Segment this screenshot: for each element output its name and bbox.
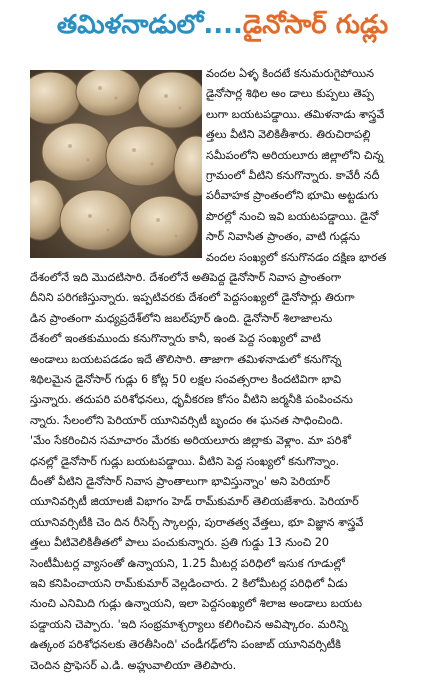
article-line: డైనోసార్ల శిథిల అం డాలు కుప్పలు తెప్ప [206, 87, 374, 101]
article-line: సార్ నివాసిత ప్రాంతం, వాటి గుడ్లను [206, 230, 360, 244]
article-line: యూనివర్సిటీకి చెం దిన రీసెర్చ్ స్కాలర్లు, పురాతత్వ వేత్తలు, భూ విజ్ఞాన శాస్త్రవే [30, 515, 364, 529]
article-line: 'మేం సేకరించిన సమాచారం మేరకు అరియలూరు జిల్లాకు వెళ్లాం. మా పరిశో [30, 434, 352, 448]
article-line: త్తలు వీటివెలికితీతలో పాలు పంచుకున్నారు. ప్రతి గుడ్డు 13 నుంచి 20 [30, 536, 330, 550]
article-line: దీంతో వీటిని డైనోసార్ నివాస ప్రాంతాలుగా భావిస్తున్నాం' అని పెరియార్ [30, 475, 331, 488]
article-line: దేశంలో ఇంతకుముందు కనుగొన్నారు కానీ, ఇంత పెద్ద సంఖ్యలో వాటి [30, 332, 321, 346]
article-line: యూనివర్సిటీ జియాలజీ విభాగం హెడ్ రామ్‌కుమార్ తెలియజేశారు. పెరియార్ [30, 495, 359, 509]
article-line: వందల ఏళ్ళ కిందటే కనుమరుగైపోయిన [206, 67, 374, 80]
article-line: సమీపంలోని అరియలూరు జిల్లాలోని చిన్న [206, 148, 384, 162]
article-line: అండాలు బయటపడడం ఇదే తొలిసారి. తాజాగా తమిళనాడులో కనుగొన్న [30, 352, 342, 366]
article-line: వందల సంఖ్యలో కనుగొనడం దక్షిణ భారత [206, 250, 387, 264]
headline [0, 0, 445, 58]
article-line: దేశంలోనే ఇది మొదటిసారి. దేశంలోనే అతిపెద్ద డైనోసార్ నివాస ప్రాంతంగా [30, 271, 342, 284]
article-line: లుగా బయటపడ్డాయి. తమిళనాడు శాస్త్రవే [206, 107, 385, 121]
article-line: శిథిలమైన డైనోసార్ గుడ్లు 6 కోట్ల 50 లక్షల సంవత్సరాల కిందటివిగా భావి [30, 373, 342, 386]
headline-part-2: డైనోసార్ గుడ్లు [242, 10, 389, 40]
article-line: న్నారు. సేలంలోని పెరియార్ యూనివర్సిటీ బృందం ఈ ఘనత సాధించింది. [30, 413, 344, 427]
article-line: పొరల్లో నుంచి ఇవి బయటపడ్డాయి. డైనో [206, 209, 379, 223]
dinosaur-eggs-photo [30, 70, 202, 258]
article-line: స్తున్నారు. తదుపరి పరిశోధనలు, ధృవీకరణ కోసం వీటిని జర్మనీకి పంపించను [30, 393, 353, 407]
article-line: గ్రామంలో వీటిని కనుగొన్నారు. కావేరీ నదీ [206, 169, 380, 182]
article-line: పడ్డాయని చెప్పారు. 'ఇది సంభ్రమాశ్చర్యాలు కలిగించిన అవిష్కారం. మరిన్ని [30, 617, 348, 631]
article-line: పరీవాహక ప్రాంతంలోని భూమి అట్టడుగు [206, 189, 379, 203]
article-line: ఇవి కనిపించాయని రామ్‌కుమార్ వెల్లడించారు. 2 కిలోమీటర్ల పరిధిలో ఏడు [30, 577, 348, 590]
article-line: సెంటీమీటర్ల వ్యాసంతో ఉన్నాయని, 1.25 మీటర్ల పరిధిలో ఇసుక గూడుల్లో [30, 556, 345, 570]
article-line: డిన ప్రాంతంగా మధ్యప్రదేశ్‌లోని జబల్‌పూర్ ఉంది. డైనోసార్ శిలాజాలను [30, 311, 333, 325]
article-line: ధనల్లో డైనోసార్ గుడ్లు బయటపడ్డాయి. వీటిని పెద్ద సంఖ్యలో కనుగొన్నాం. [30, 454, 340, 468]
article-line: నుంచి ఎనిమిది గుడ్లు ఉన్నాయని, ఇలా పెద్దసంఖ్యలో శిలాజ అండాలు బయట [30, 597, 362, 611]
article-line: చెందిన ప్రొఫెసర్ ఎ.డి. అహ్లువాలియా తెలిపారు. [30, 658, 237, 672]
article-line: త్తలు వీటిని వెలికితీశారు. తిరుచిరాపల్లి [206, 128, 371, 142]
article-line: దీనిని పరిగణిస్తున్నారు. ఇప్పటివరకు దేశంలో పెద్దసంఖ్యలో డైనోసార్లు తిరుగా [30, 291, 355, 305]
headline-part-1: తమిళనాడులో.... [56, 10, 243, 40]
article-line: ఉత్కంఠ పరిశోధనలకు తెరతీసింది' చండీగఢ్‌లోని పంజాబ్ యూనివర్సిటీకి [30, 638, 341, 652]
